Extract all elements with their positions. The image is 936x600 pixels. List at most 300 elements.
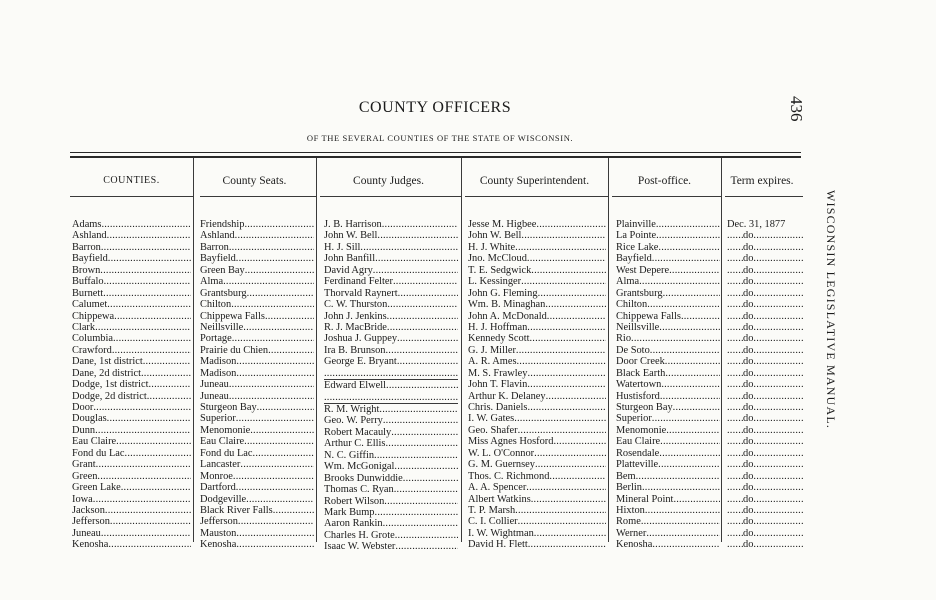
county-superintendent-text: Geo. Shafer [468,424,518,436]
leader-dots [753,448,803,459]
leader-dots [268,345,314,356]
leader-dots [753,505,803,516]
county-name-text: Dodge, 1st district [72,379,149,391]
leader-dots [753,265,803,276]
post-office-text: De Soto [616,344,650,356]
header-counties: COUNTIES. [103,175,160,186]
leader-dots [107,230,191,241]
post-office-text: Hixton [616,504,645,516]
county-seats-column [200,219,314,551]
county-judge [324,230,458,241]
leader-dots [529,333,606,344]
post-office [616,333,720,344]
county-superintendent [468,356,606,367]
post-office [616,345,720,356]
leader-dots [107,299,191,310]
leader-dots [232,333,314,344]
leader-dots [641,516,720,527]
leader-dots [652,413,720,424]
county-name [72,471,191,482]
leader-dots [753,494,803,505]
county-seat-text: Sturgeon Bay [200,402,257,413]
leader-dots [538,288,606,299]
county-judges-column [324,219,458,553]
leader-dots [518,516,606,527]
leader-dots [96,459,191,470]
county-judge-text: Thomas C. Ryan [324,484,394,496]
post-office [616,299,720,310]
county-seat [200,356,314,367]
county-name [72,539,191,550]
leader-dots [727,299,743,310]
header-underline [320,196,461,197]
term-expires [727,253,803,264]
county-name [72,299,191,310]
leader-dots [727,379,743,390]
term-expires-text: do [743,504,754,516]
leader-dots [229,379,314,390]
county-judge-text: Charles H. Grote [324,529,395,541]
county-name [72,242,191,253]
post-office-text: Chippewa Falls [616,310,681,322]
leader-dots [727,345,743,356]
leader-dots [104,276,191,287]
county-superintendent [468,333,606,344]
leader-dots [236,356,314,367]
county-judge-text: Brooks Dunwiddie [324,472,403,484]
county-superintendent [468,368,606,379]
leader-dots [753,299,803,310]
county-seat-text: Dodgeville [200,493,247,505]
county-name-text: Kenosha [72,539,109,551]
leader-dots [95,322,191,333]
leader-dots [727,448,743,459]
county-name-text: Calumet [72,299,108,311]
post-office-text: Superior [616,413,652,425]
post-office [616,539,720,550]
leader-dots [95,425,191,436]
county-judge-text: George E. Bryant [324,356,397,368]
term-expires [727,505,803,516]
leader-dots [229,242,314,253]
leader-dots [398,288,458,299]
county-superintendent-text: T. P. Marsh [468,504,516,516]
leader-dots [395,541,458,552]
county-name [72,276,191,287]
county-seat-text: Friendship [200,219,245,230]
term-expires-text: do [743,436,754,448]
county-seat-text: Black River Falls [200,504,273,516]
leader-dots [105,505,191,516]
post-office-text: Bem [616,470,636,482]
term-expires [727,265,803,276]
county-judge [324,427,458,438]
post-office [616,379,720,390]
leader-dots [246,494,314,505]
post-office-text: Rice Lake [616,241,659,253]
leader-dots [375,507,458,518]
leader-dots [753,356,803,367]
table-top-rule [70,152,801,153]
term-expires-text: do [743,447,754,459]
leader-dots [148,379,191,390]
county-seat-text: Prairie du Chien [200,344,269,356]
county-superintendent [468,539,606,550]
county-superintendent-text: Albert Watkins [468,493,531,505]
leader-dots [647,299,720,310]
county-name-text: Dodge, 2d district [72,390,147,402]
county-seat [200,299,314,310]
leader-dots [639,276,720,287]
term-expires [727,425,803,436]
county-seat [200,528,314,539]
leader-dots [324,368,458,379]
leader-dots [125,448,191,459]
leader-dots [110,516,191,527]
county-name [72,333,191,344]
county-name-text: Chippewa [72,310,115,322]
leader-dots [375,253,458,264]
term-expires [727,276,803,287]
leader-dots [229,391,314,402]
leader-dots [245,265,314,276]
post-office [616,448,720,459]
county-seat [200,276,314,287]
leader-dots [387,322,458,333]
term-expires [727,471,803,482]
term-expires [727,368,803,379]
term-expires [727,322,803,333]
term-expires-text: do [743,379,754,391]
term-expires-text: do [743,493,754,505]
leader-dots [265,311,314,322]
header-underline [70,196,193,197]
leader-dots [656,219,720,230]
county-judge [324,404,458,415]
county-judge-text: R. M. Wright [324,404,380,415]
county-seat-text: Grantsburg [200,287,247,299]
county-superintendent [468,391,606,402]
post-office-column [616,219,720,551]
county-seat-text: Juneau [200,390,229,402]
leader-dots [387,299,458,310]
leader-dots [527,368,606,379]
leader-dots [536,219,606,230]
term-expires-text: do [743,310,754,322]
leader-dots [236,253,314,264]
leader-dots [727,288,743,299]
county-superintendent-text: Thos. C. Richmond [468,470,550,482]
leader-dots [238,516,314,527]
leader-dots [727,265,743,276]
county-judge [324,219,458,230]
leader-dots [727,368,743,379]
county-superintendent [468,311,606,322]
header-underline [612,196,721,197]
post-office [616,276,720,287]
leader-dots [521,230,606,241]
leader-dots [646,528,720,539]
county-seat [200,436,314,447]
column-divider [316,158,317,542]
county-seat-text: Chippewa Falls [200,310,265,322]
leader-dots [546,391,606,402]
leader-dots [753,379,803,390]
leader-dots [382,219,458,230]
term-expires-text: do [743,424,754,436]
county-superintendent-text: David H. Flett [468,539,528,551]
county-seat-text: Bayfield [200,253,236,265]
county-judge-text: Wm. McGonigal [324,461,395,473]
leader-dots [526,482,606,493]
county-superintendent [468,482,606,493]
county-superintendent-text: A. R. Ames [468,356,517,368]
leader-dots [236,413,314,424]
county-seat-text: Alma [200,276,224,288]
leader-dots [515,505,606,516]
county-judge-text: Geo. W. Perry [324,415,383,427]
leader-dots [753,333,803,344]
term-expires-text: do [743,482,754,494]
post-office-text: Grantsburg [616,287,663,299]
leader-dots [240,459,314,470]
county-judge-text: Edward Elwell [324,380,387,392]
leader-dots [116,436,191,447]
term-expires [727,333,803,344]
county-name-text: Barron [72,241,101,253]
county-name-text: Green Lake [72,482,121,494]
term-expires [727,539,803,550]
post-office-text: Berlin [616,482,642,494]
leader-dots [236,539,314,550]
county-name [72,494,191,505]
term-expires-text: do [743,390,754,402]
county-superintendent-text: G. J. Miller [468,344,516,356]
post-office [616,219,720,230]
county-superintendent [468,253,606,264]
county-superintendent-text: C. I. Collier [468,516,518,528]
term-expires-text: do [743,321,754,333]
post-office [616,471,720,482]
post-office-text: Black Earth [616,367,666,379]
county-judge [324,507,458,518]
post-office [616,413,720,424]
county-name-text: Adams [72,219,102,230]
term-expires [727,482,803,493]
county-name [72,459,191,470]
leader-dots [549,471,606,482]
post-office [616,311,720,322]
leader-dots [753,311,803,322]
county-name-text: Dane, 2d district [72,367,141,379]
leader-dots [727,425,743,436]
leader-dots [753,230,803,241]
leader-dots [753,242,803,253]
post-office-text: Watertown [616,379,662,391]
leader-dots [727,253,743,264]
leader-dots [727,402,743,413]
county-name [72,288,191,299]
leader-dots [244,436,314,447]
post-office [616,242,720,253]
leader-dots [243,322,314,333]
table-top-rule-double [70,156,801,158]
term-expires [727,379,803,390]
county-name [72,311,191,322]
leader-dots [727,391,743,402]
leader-dots [236,482,314,493]
leader-dots [531,494,606,505]
post-office [616,230,720,241]
leader-dots [108,253,191,264]
leader-dots [727,413,743,424]
county-judge-text: Mark Bump [324,506,375,518]
county-superintendent [468,413,606,424]
county-judge-text: J. B. Harrison [324,219,382,230]
county-name-text: Douglas [72,413,107,425]
leader-dots [114,311,191,322]
term-expires [727,528,803,539]
leader-dots [384,496,458,507]
county-judge [324,518,458,529]
leader-dots [727,276,743,287]
county-name [72,379,191,390]
post-office-text: Mineral Point [616,493,674,505]
county-seat [200,391,314,402]
leader-dots [528,539,606,550]
term-expires-text: do [743,276,754,288]
term-expires [727,356,803,367]
column-divider [721,158,722,542]
term-expires-text: do [743,287,754,299]
county-judge [324,345,458,356]
county-superintendent [468,288,606,299]
county-superintendent-text: John W. Bell [468,230,522,242]
county-name-text: Jackson [72,504,105,516]
county-superintendent-text: W. L. O'Connor [468,447,535,459]
leader-dots [393,276,458,287]
term-expires-text: do [743,264,754,276]
term-expires [727,299,803,310]
county-judge [324,392,458,404]
column-divider [461,158,462,542]
leader-dots [531,265,606,276]
header-underline [725,196,803,197]
county-judge-text: Arthur C. Ellis [324,438,386,450]
county-judge [324,473,458,484]
leader-dots [385,438,458,449]
county-name [72,448,191,459]
leader-dots [236,528,314,539]
county-name-text: Green [72,470,98,482]
county-seat-text: Menomonie [200,424,251,436]
county-superintendent-text: John T. Flavin [468,379,528,391]
term-expires [727,413,803,424]
page-title: COUNTY OFFICERS [358,99,512,116]
county-judge [324,253,458,264]
term-expires-text: do [743,413,754,425]
county-judge [324,380,458,391]
county-seat [200,448,314,459]
post-office-text: Menomonie [616,424,667,436]
leader-dots [100,265,191,276]
leader-dots [658,242,720,253]
leader-dots [108,539,191,550]
leader-dots [660,391,720,402]
post-office [616,516,720,527]
leader-dots [753,528,803,539]
county-superintendent [468,322,606,333]
leader-dots [147,391,191,402]
leader-dots [650,345,720,356]
leader-dots [753,425,803,436]
leader-dots [727,471,743,482]
county-seat-text: Dartford [200,482,236,494]
leader-dots [753,322,803,333]
county-name [72,391,191,402]
county-seat-text: Fond du Lac [200,447,253,459]
county-seat [200,402,314,413]
post-office [616,528,720,539]
leader-dots [753,288,803,299]
county-name-text: Iowa [72,493,93,505]
post-office-text: Chilton [616,299,648,311]
county-superintendent-text: Arthur K. Delaney [468,390,546,402]
county-judge-text: N. C. Giffin [324,449,375,461]
leader-dots [665,356,720,367]
county-judge [324,242,458,253]
county-superintendent-text: Miss Agnes Hosford [468,436,554,448]
leader-dots [373,265,458,276]
county-judge [324,541,458,552]
county-seat [200,379,314,390]
leader-dots [636,471,720,482]
leader-dots [727,505,743,516]
term-expires-text: do [743,516,754,528]
leader-dots [386,380,458,391]
running-head: WISCONSIN LEGISLATIVE MANUAL. [824,190,838,430]
leader-dots [257,402,314,413]
leader-dots [103,288,191,299]
county-judge [324,438,458,449]
county-seat-text: Eau Claire [200,436,245,448]
leader-dots [727,356,743,367]
county-seat-text: Madison [200,356,237,368]
page-number: 436 [787,96,806,122]
county-superintendent-text: I. W. Gates [468,413,515,425]
leader-dots [753,391,803,402]
post-office [616,288,720,299]
leader-dots [383,518,458,529]
term-expires-text: do [743,299,754,311]
county-judge-text: John J. Jenkins [324,310,387,322]
leader-dots [236,368,314,379]
leader-dots [121,482,191,493]
leader-dots [374,450,458,461]
leader-dots [727,242,743,253]
counties-column [72,219,191,551]
leader-dots [547,311,606,322]
leader-dots [113,333,191,344]
leader-dots [753,471,803,482]
county-superintendent [468,276,606,287]
term-expires-text: do [743,539,754,551]
header-underline [465,196,608,197]
leader-dots [659,322,720,333]
county-judge [324,322,458,333]
county-judge-text: Ira B. Brunson [324,344,386,356]
county-seat [200,253,314,264]
